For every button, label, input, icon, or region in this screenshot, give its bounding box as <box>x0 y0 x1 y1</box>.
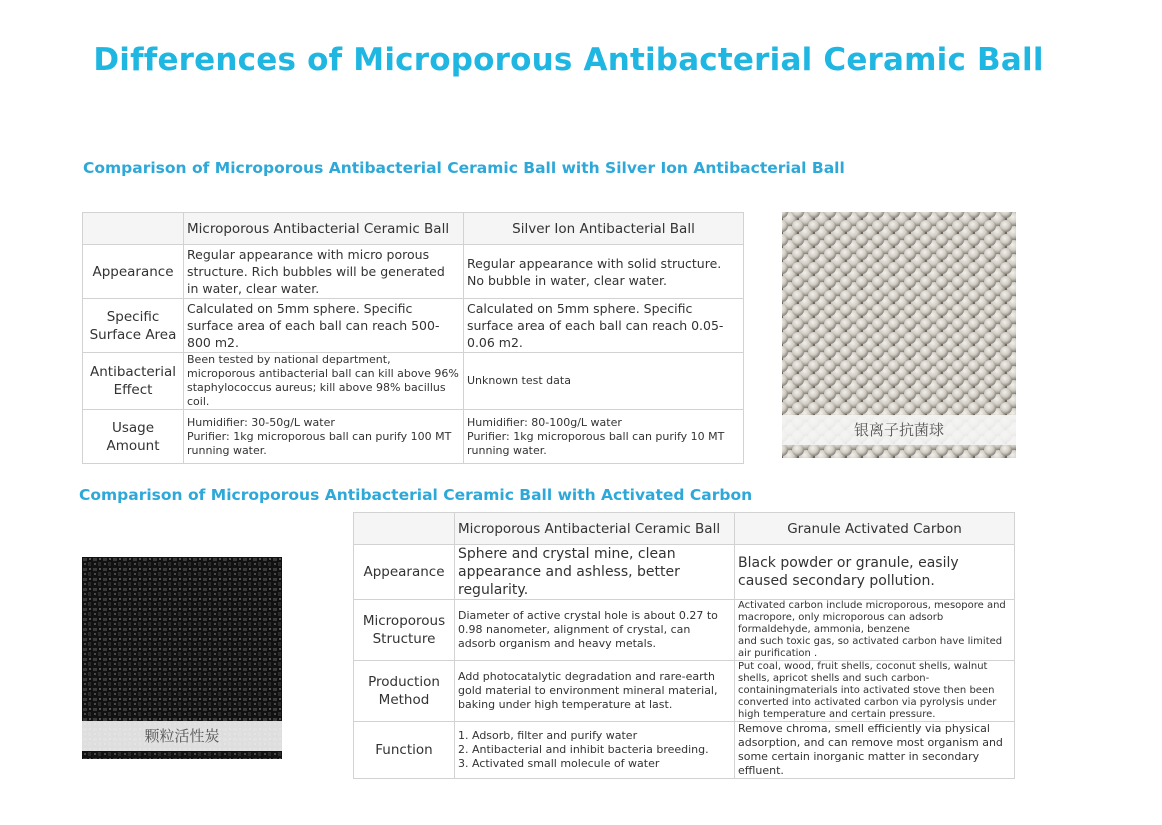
table-cell: Been tested by national department, microporous antibacterial ball can kill above 96% staphylococcus aureus; kill above 98% bacillus coil. <box>184 353 464 410</box>
table-cell: Diameter of active crystal hole is about 0.27 to 0.98 nanometer, alignment of crystal, can adsorb organism and heavy metals. <box>455 600 735 661</box>
row-label: Microporous Structure <box>354 600 455 661</box>
table-row <box>83 299 744 353</box>
table-cell: Remove chroma, smell efficiently via physical adsorption, and can remove most organism and some certain inorganic matter in secondary effluent. <box>735 722 1015 779</box>
table-corner <box>354 513 455 545</box>
table-corner <box>83 213 184 245</box>
table-cell: Regular appearance with micro porous structure. Rich bubbles will be generated in water, clear water. <box>184 245 464 299</box>
row-label: Function <box>354 722 455 779</box>
activated-carbon-photo <box>82 557 282 759</box>
column-header: Microporous Antibacterial Ceramic Ball <box>455 513 735 545</box>
row-label: Specific Surface Area <box>83 299 184 353</box>
table-cell: Activated carbon include microporous, mesopore and macropore, only microporous can adsorb formaldehyde, ammonia, benzene and such toxic gas, so activated carbon have limited air purification . <box>735 600 1015 661</box>
table-cell: Black powder or granule, easily caused secondary pollution. <box>735 545 1015 600</box>
table-row <box>83 245 744 299</box>
image-caption: 银离子抗菌球 <box>782 415 1016 445</box>
column-header: Silver Ion Antibacterial Ball <box>464 213 744 245</box>
table-cell: Put coal, wood, fruit shells, coconut shells, walnut shells, apricot shells and such carbon-containingmaterials into activated stove then been converted into activated carbon via pyrolysis under high temperature and certain pressure. <box>735 661 1015 722</box>
activated-carbon-comparison-table <box>353 512 1015 779</box>
table-cell: Add photocatalytic degradation and rare-earth gold material to environment mineral material, baking under high temperature at last. <box>455 661 735 722</box>
table-cell: 1. Adsorb, filter and purify water 2. Antibacterial and inhibit bacteria breeding. 3. Activated small molecule of water <box>455 722 735 779</box>
column-header: Microporous Antibacterial Ceramic Ball <box>184 213 464 245</box>
image-caption: 颗粒活性炭 <box>82 721 282 751</box>
table-row <box>83 410 744 464</box>
table-cell: Calculated on 5mm sphere. Specific surface area of each ball can reach 500-800 m2. <box>184 299 464 353</box>
table-cell: Regular appearance with solid structure. No bubble in water, clear water. <box>464 245 744 299</box>
table-row <box>354 722 1015 779</box>
section1-heading: Comparison of Microporous Antibacterial Ceramic Ball with Silver Ion Antibacterial Ball <box>83 159 845 177</box>
row-label: Appearance <box>83 245 184 299</box>
table-row <box>354 600 1015 661</box>
section2-heading: Comparison of Microporous Antibacterial Ceramic Ball with Activated Carbon <box>79 486 753 504</box>
table-cell: Humidifier: 80-100g/L water Purifier: 1kg microporous ball can purify 10 MT running water. <box>464 410 744 464</box>
table-cell: Unknown test data <box>464 353 744 410</box>
column-header: Granule Activated Carbon <box>735 513 1015 545</box>
table-cell: Sphere and crystal mine, clean appearance and ashless, better regularity. <box>455 545 735 600</box>
silver-ion-comparison-table <box>82 212 744 464</box>
row-label: Antibacterial Effect <box>83 353 184 410</box>
table-cell: Humidifier: 30-50g/L water Purifier: 1kg microporous ball can purify 100 MT running water. <box>184 410 464 464</box>
row-label: Production Method <box>354 661 455 722</box>
table-row <box>83 353 744 410</box>
page-title: Differences of Microporous Antibacterial Ceramic Ball <box>93 42 1044 78</box>
table-row <box>354 661 1015 722</box>
table-row <box>354 545 1015 600</box>
row-label: Usage Amount <box>83 410 184 464</box>
silver-ion-ball-photo <box>782 212 1016 458</box>
row-label: Appearance <box>354 545 455 600</box>
table-cell: Calculated on 5mm sphere. Specific surface area of each ball can reach 0.05-0.06 m2. <box>464 299 744 353</box>
